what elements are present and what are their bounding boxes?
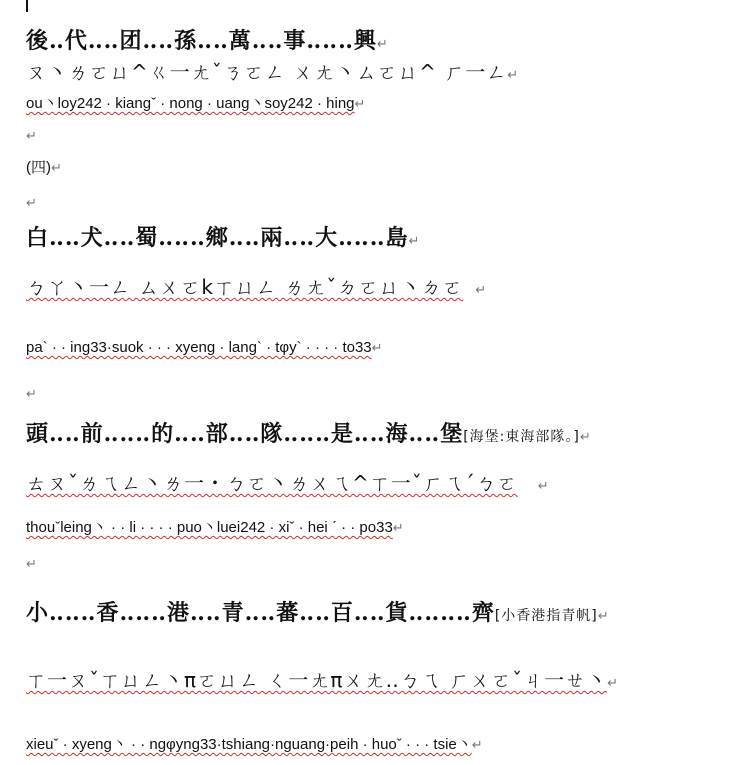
empty-paragraph bbox=[26, 125, 37, 144]
paragraph-mark: ↵ bbox=[376, 37, 389, 52]
paragraph-mark: ↵ bbox=[579, 430, 592, 445]
paragraph-mark: ↵ bbox=[471, 738, 483, 753]
zhuyin-text: ㄅㄚ丶一ㄥ ㄙㄨㄛkㄒㄩㄥ ㄌㄤˇㄉㄛㄩ丶ㄉㄛ bbox=[26, 275, 464, 299]
zhuyin-line-4 bbox=[26, 664, 619, 693]
hanzi-text: 頭‥‥前‥‥‥的‥‥部‥‥隊‥‥‥是‥‥海‥‥堡 bbox=[26, 421, 464, 447]
zhuyin-line-1 bbox=[26, 56, 519, 85]
romanization-line-2 bbox=[26, 339, 383, 356]
paragraph-mark: ↵ bbox=[408, 234, 421, 249]
empty-paragraph bbox=[26, 192, 37, 211]
hanzi-text: 後‥代‥‥团‥‥孫‥‥萬‥‥事‥‥‥興 bbox=[26, 28, 377, 54]
paragraph-mark: ↵ bbox=[392, 521, 404, 536]
paragraph-mark: ↵ bbox=[607, 676, 620, 691]
romanization-text: xieuˇ · xyeng丶 · · ngφyng33·tshiang·nguang·peih · huoˇ · · · tsie丶 bbox=[26, 736, 472, 753]
hanzi-line-4 bbox=[26, 596, 610, 627]
paragraph-mark: ↵ bbox=[371, 341, 383, 356]
romanization-line-1 bbox=[26, 92, 365, 113]
paragraph-mark: ↵ bbox=[26, 557, 37, 572]
paragraph-mark: ↵ bbox=[26, 387, 37, 402]
zhuyin-text: ㄊㄡˇㄌㄟㄥ丶ㄌ一・ㄅㄛ丶ㄌㄨㄟ^ㄒ一ˇㄏㄟˊㄅㄛ bbox=[26, 471, 518, 495]
paragraph-mark: ↵ bbox=[507, 68, 520, 83]
paragraph-mark: ↵ bbox=[51, 161, 62, 176]
romanization-text: pa` · · ing33·suok · · · xyeng · lang` · tφy` · · · · to33 bbox=[26, 339, 372, 356]
romanization-line-3 bbox=[26, 516, 404, 537]
zhuyin-text: ㄡ丶ㄌㄛㄩ^ㄍ一ㄤˇㄋㄛㄥ ㄨㄤ丶ㄙㄛㄩ^ ㄏ一ㄥ bbox=[26, 60, 508, 84]
paragraph-mark: ↵ bbox=[537, 479, 550, 494]
hanzi-line-1 bbox=[26, 24, 389, 55]
hanzi-line-3 bbox=[26, 417, 592, 448]
paragraph-mark: ↵ bbox=[26, 196, 37, 211]
paragraph-mark: ↵ bbox=[354, 97, 366, 112]
zhuyin-line-2 bbox=[26, 271, 487, 300]
hanzi-text: 小‥‥‥香‥‥‥港‥‥青‥‥蕃‥‥百‥‥貨‥‥‥‥齊 bbox=[26, 600, 495, 626]
zhuyin-text: ㄒ一ㄡˇㄒㄩㄥ丶πㄛㄩㄥ ㄑ一ㄤπㄨㄤ‥ㄅㄟ ㄏㄨㄛˇㄐ一ㄝ丶 bbox=[26, 668, 608, 692]
zhuyin-line-3 bbox=[26, 467, 550, 496]
romanization-line-4 bbox=[26, 733, 483, 754]
romanization-text: ou丶loy242 · kiangˇ · nong · uang丶soy242 · hing bbox=[26, 95, 355, 112]
section-number: (四) bbox=[26, 159, 51, 176]
paragraph-mark: ↵ bbox=[475, 283, 488, 298]
section-heading bbox=[26, 156, 62, 177]
annotation-note: [小香港指青帆] bbox=[494, 608, 598, 624]
annotation-note: [海堡:東海部隊。] bbox=[463, 429, 580, 445]
hanzi-text: 白‥‥犬‥‥蜀‥‥‥鄉‥‥兩‥‥大‥‥‥島 bbox=[26, 225, 409, 251]
text-cursor bbox=[26, 0, 28, 12]
hanzi-line-2 bbox=[26, 221, 420, 252]
paragraph-mark: ↵ bbox=[597, 609, 610, 624]
romanization-text: thouˇleing丶 · · li · · · · puo丶luei242 · xiˇ · hei ˊ · · po33 bbox=[26, 519, 393, 536]
empty-paragraph bbox=[26, 553, 37, 572]
paragraph-mark: ↵ bbox=[26, 129, 37, 144]
empty-paragraph bbox=[26, 383, 37, 402]
